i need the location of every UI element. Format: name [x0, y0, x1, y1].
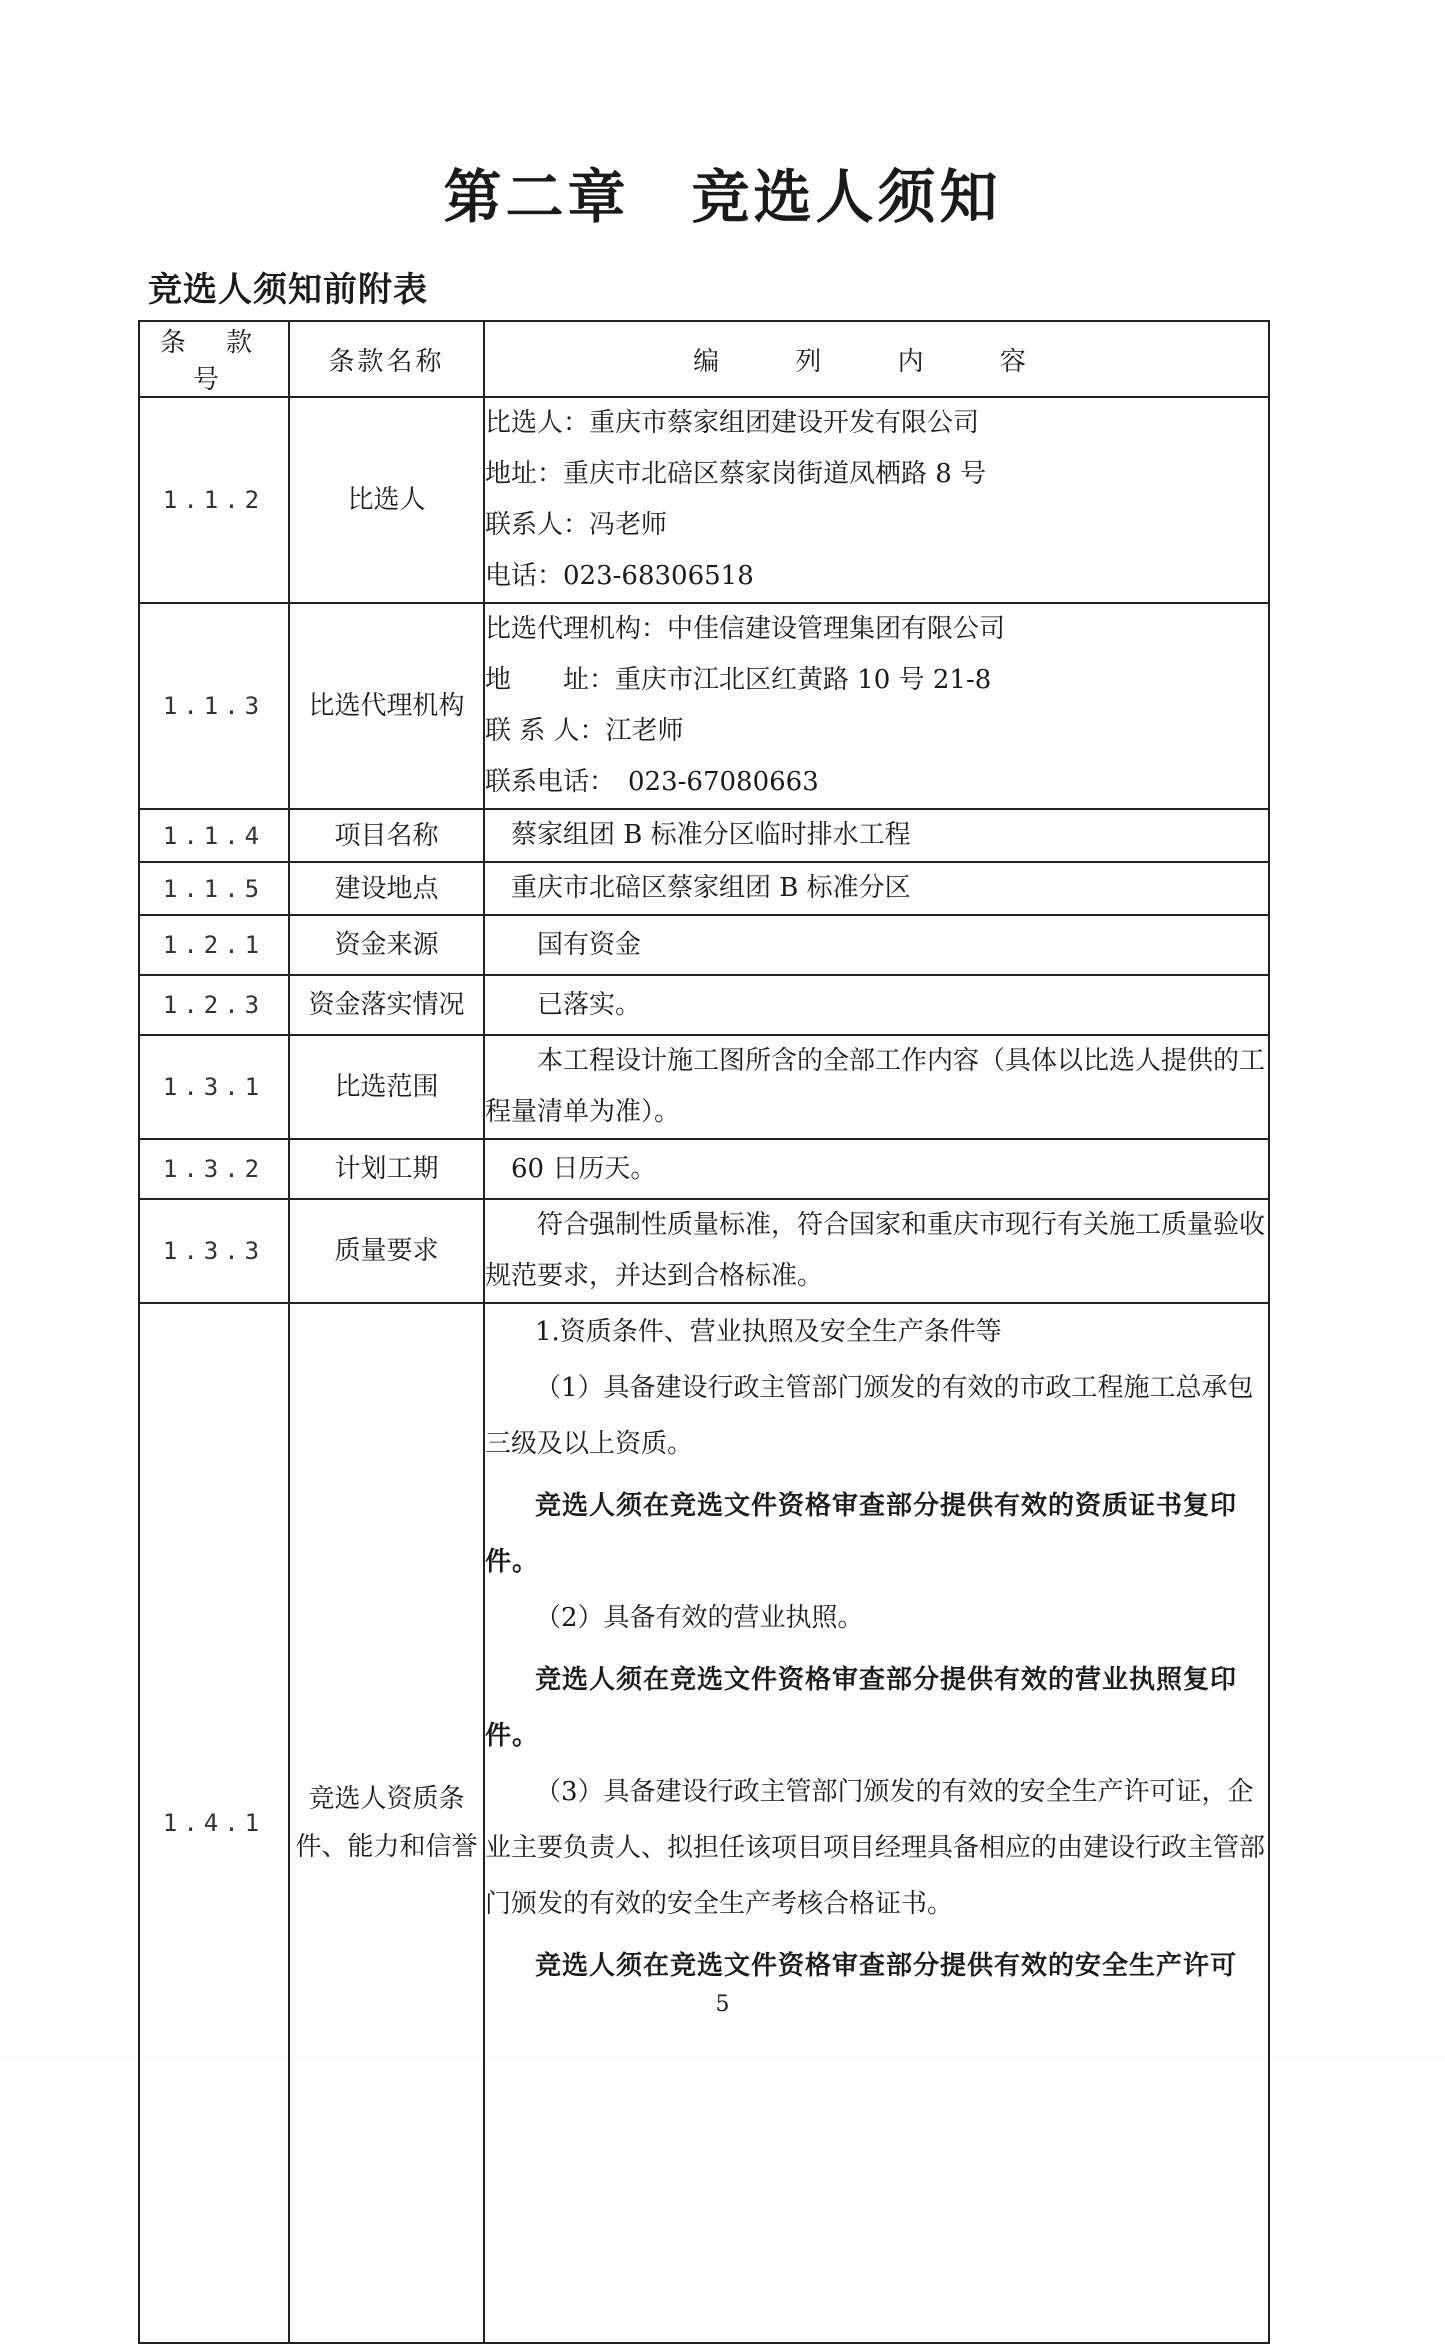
- table-row: [139, 915, 1269, 975]
- clause-name-line: 竞选人资质条: [308, 1784, 465, 1814]
- table-row: [139, 1139, 1269, 1199]
- content-line: 地 址：重庆市江北区红黄路 10 号 21-8: [485, 665, 992, 695]
- clause-content: [484, 862, 1269, 915]
- chapter-title: 第二章 竞选人须知: [443, 163, 1002, 231]
- table-row: [139, 1035, 1269, 1139]
- table-row: [139, 603, 1269, 809]
- table-header-row: [139, 321, 1269, 397]
- page-number: 5: [715, 1992, 730, 2017]
- header-clause-no: 条 款 号: [139, 321, 289, 397]
- clause-number: 1.1.2: [139, 397, 289, 603]
- clause-name: 比选人: [289, 397, 484, 603]
- clause-number: 1.3.2: [139, 1139, 289, 1199]
- clause-content: [484, 1303, 1269, 2343]
- clause-content: [484, 1035, 1269, 1139]
- requirement-paragraph: 1.资质条件、营业执照及安全生产条件等: [535, 1317, 1002, 1347]
- content-line: 比选代理机构：中佳信建设管理集团有限公司: [485, 614, 1006, 644]
- requirement-paragraph: （2）具备有效的营业执照。: [535, 1603, 864, 1633]
- content-line: 蔡家组团 B 标准分区临时排水工程: [485, 820, 911, 850]
- clause-number: 1.1.4: [139, 809, 289, 862]
- clause-name: 资金落实情况: [289, 975, 484, 1035]
- content-line: 地址：重庆市北碚区蔡家岗街道凤栖路 8 号: [485, 459, 987, 489]
- clause-number: 1.2.1: [139, 915, 289, 975]
- content-line: 已落实。: [485, 989, 642, 1020]
- content-line: 联系人：冯老师: [485, 510, 668, 540]
- clause-content: [484, 603, 1269, 809]
- content-line: 60 日历天。: [485, 1153, 657, 1184]
- clause-number: 1.4.1: [139, 1303, 289, 2343]
- clause-number: 1.1.3: [139, 603, 289, 809]
- clause-number: 1.3.1: [139, 1035, 289, 1139]
- requirement-paragraph: （3）具备建设行政主管部门颁发的有效的安全生产许可证，企业主要负责人、拟担任该项目项目经理具备相应的由建设行政主管部门颁发的有效的安全生产考核合格证书。: [485, 1777, 1266, 1919]
- content-line: 符合强制性质量标准，符合国家和重庆市现行有关施工质量验收规范要求，并达到合格标准。: [485, 1210, 1266, 1291]
- clause-number: 1.2.3: [139, 975, 289, 1035]
- clause-name: 建设地点: [289, 862, 484, 915]
- requirement-paragraph: （1）具备建设行政主管部门颁发的有效的市政工程施工总承包三级及以上资质。: [485, 1373, 1254, 1459]
- clause-name: 计划工期: [289, 1139, 484, 1199]
- clause-number: 1.1.5: [139, 862, 289, 915]
- section-title: 竞选人须知前附表: [148, 270, 428, 310]
- clause-name: 比选范围: [289, 1035, 484, 1139]
- clause-content: [484, 1199, 1269, 1303]
- clause-content: [484, 915, 1269, 975]
- content-line: 联系电话： 023-67080663: [485, 767, 819, 797]
- content-line: 本工程设计施工图所含的全部工作内容（具体以比选人提供的工程量清单为准）。: [485, 1046, 1266, 1127]
- header-clause-name: 条款名称: [289, 321, 484, 397]
- clause-name: 比选代理机构: [289, 603, 484, 809]
- content-line: 重庆市北碚区蔡家组团 B 标准分区: [485, 873, 911, 903]
- clause-name: 资金来源: [289, 915, 484, 975]
- content-line: 联 系 人：江老师: [485, 716, 684, 746]
- requirement-note: 竞选人须在竞选文件资格审查部分提供有效的资质证书复印件。: [485, 1491, 1238, 1577]
- clause-content: [484, 397, 1269, 603]
- clause-name: [289, 1303, 484, 2343]
- content-line: 国有资金: [485, 929, 642, 960]
- table-row: [139, 1303, 1269, 2343]
- table-row: [139, 975, 1269, 1035]
- bidder-instructions-table: [138, 320, 1270, 2344]
- clause-name: 项目名称: [289, 809, 484, 862]
- requirement-note: 竞选人须在竞选文件资格审查部分提供有效的营业执照复印件。: [485, 1665, 1238, 1751]
- clause-name: 质量要求: [289, 1199, 484, 1303]
- clause-number: 1.3.3: [139, 1199, 289, 1303]
- table-row: [139, 809, 1269, 862]
- content-line: 比选人：重庆市蔡家组团建设开发有限公司: [485, 408, 980, 438]
- content-line: 电话：023-68306518: [485, 561, 754, 591]
- table-row: [139, 1199, 1269, 1303]
- table-row: [139, 862, 1269, 915]
- clause-content: [484, 975, 1269, 1035]
- table-row: [139, 397, 1269, 603]
- requirement-note: 竞选人须在竞选文件资格审查部分提供有效的安全生产许可: [535, 1951, 1238, 1981]
- clause-content: [484, 1139, 1269, 1199]
- clause-content: [484, 809, 1269, 862]
- header-content: 编 列 内 容: [484, 321, 1269, 397]
- clause-name-line: 件、能力和信誉: [295, 1832, 478, 1862]
